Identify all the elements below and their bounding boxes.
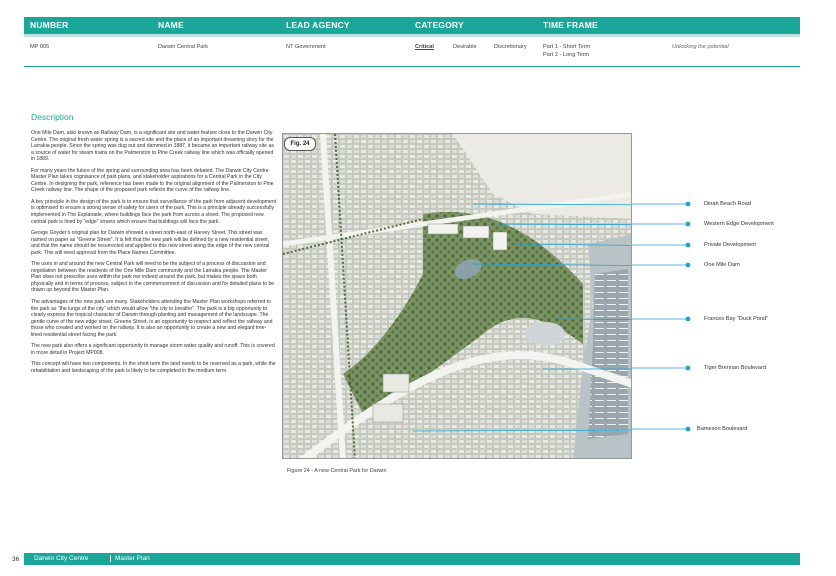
footer-doc-subtitle: Master Plan bbox=[110, 555, 150, 562]
callout-tiger-brennan-boulevard: Tiger Brennan Boulevard bbox=[704, 365, 766, 371]
table-header bbox=[24, 17, 800, 34]
header-time-frame: TIME FRAME bbox=[543, 20, 598, 30]
row-time-part2: Part 2 - Long Term bbox=[543, 52, 590, 58]
description-paragraph-8: This concept will have two components. In the short term the land needs to be reserved as a park, while the rehabilitation and landscaping of the park is likely to be completed in the medium term. bbox=[31, 361, 276, 374]
callout-one-mile-dam: One Mile Dam bbox=[704, 262, 740, 268]
header-number: NUMBER bbox=[30, 20, 69, 30]
description-paragraph-7: The new park also offers a significant opportunity to manage storm water quality and runoff. This is covered in more detail in Project MP008. bbox=[31, 343, 275, 356]
row-category-desirable: Desirable bbox=[453, 44, 477, 50]
figure-caption: Figure 24 - A new Central Park for Darwin bbox=[287, 468, 387, 474]
header-category: CATEGORY bbox=[415, 20, 464, 30]
description-paragraph-1: One Mile Dam, also known as Railway Dam, is a significant site and water feature close to the Darwin City Centre. The original fresh water spring is a sacred site and the place of an important dreaming story for the Larrakia people. Since the spring was dug out and dammed in 1887, it became an important railway site as a source of water for steam trains on the Palmerston to Pine Creek railway line which was officially opened in 1889. bbox=[31, 130, 274, 163]
callout-connector-lines bbox=[632, 133, 692, 459]
description-paragraph-3: A key principle in the design of the park is to ensure that surveillance of the park from adjacent development is optimised to ensure a strong sense of safety for users of the park. This is a principle already successfully implemented in The Esplanade, where buildings face the park from across a street. The proposed new central park is lined by “edge” streets which ensure that buildings will face the park. bbox=[31, 198, 277, 225]
description-title: Description bbox=[31, 112, 74, 122]
header-lead-agency: LEAD AGENCY bbox=[286, 20, 350, 30]
description-paragraph-5: The uses in and around the new Central Park will need to be the subject of a process of discussion and negotiation between the residents of the One Mile Dam community and the Larrakia people. The Master Plan does not prescribe uses within the park nor indeed around the park, but makes the space both physically and in terms of process, subject to the commencement of discussion and for detailed plans to be drawn up beyond the Master Plan. bbox=[31, 261, 275, 294]
callout-frances-bay-duck-pond: Frances Bay “Duck Pond” bbox=[704, 316, 769, 322]
callout-bameson-boulevard: Bameson Boulevard bbox=[697, 426, 748, 432]
callout-private-development: Private Development bbox=[704, 242, 756, 248]
header-name: NAME bbox=[158, 20, 184, 30]
row-note: Unlocking the potential bbox=[672, 44, 729, 50]
description-body bbox=[31, 130, 277, 380]
page-number: 36 bbox=[12, 556, 20, 563]
row-category-discretionary: Discretionary bbox=[494, 44, 527, 50]
description-paragraph-6: The advantages of the new park are many. Stakeholders attending the Master Plan workshops referred to the park as “the lungs of the city” which would allow “the city to breathe”. The park is a big opportunity to clearly express the tropical character of Darwin through planting and management of the landscape. The gentle curve of the new edge street, Greene Street, is an opportunity to respect and reflect the railway and those who created and worked on the railway. It is also an opportunity to create a new and elegant tree-lined residential street facing the park. bbox=[31, 299, 273, 338]
row-divider bbox=[24, 66, 800, 67]
central-park-map bbox=[282, 133, 632, 459]
description-paragraph-2: For many years the future of the spring and surrounding area has been debated. The Darwin City Centre Master Plan takes cognisance of past plans, and stakeholder aspirations for a Central Park in the City Centre. In designing the park, reference has been made to the original alignment of the Palmerston to Pine Creek railway line. The shape of the proposed park reflects the curve of the railway line. bbox=[31, 167, 274, 194]
description-paragraph-4: George Goyder’s original plan for Darwin showed a street north-east of Harvey Street. This street was named on paper as “Greene Street”. It is felt that the new park will be defined by a new residential street, and that the name should be resurrected and applied to this new street along the edge of the new central park. This will need approval from the Place Names Committee. bbox=[31, 230, 270, 256]
row-category-critical: Critical bbox=[415, 44, 434, 50]
footer-bar bbox=[24, 553, 800, 565]
row-time-part1: Part 1 - Short Term bbox=[543, 44, 591, 50]
footer-doc-title: Darwin City Centre bbox=[34, 555, 89, 562]
map-illustration bbox=[283, 134, 632, 459]
row-name: Darwin Central Park bbox=[158, 44, 209, 50]
row-number: MP 005 bbox=[30, 44, 50, 50]
header-underline bbox=[24, 34, 800, 37]
callout-dinah-beach-road: Dinah Beach Road bbox=[704, 201, 751, 207]
figure-label: Fig. 24 bbox=[284, 137, 316, 151]
row-agency: NT Government bbox=[286, 44, 326, 50]
callout-western-edge-development: Western Edge Development bbox=[704, 221, 774, 227]
